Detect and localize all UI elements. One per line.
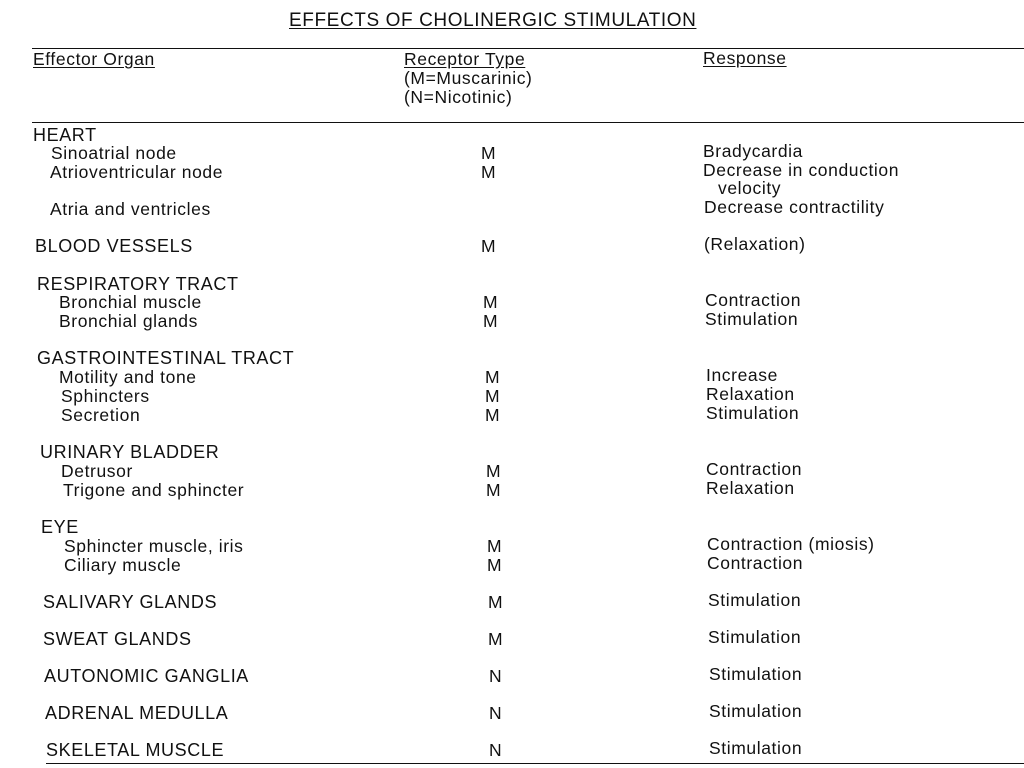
organ-category: URINARY BLADDER (40, 442, 220, 462)
response-cell: velocity (718, 178, 782, 198)
header-effector-label: Effector Organ (33, 49, 155, 69)
receptor-type-cell: M (481, 236, 497, 256)
response-cell: Relaxation (706, 384, 795, 404)
header-effector-organ (33, 50, 155, 69)
header-receptor-n-note: (N=Nicotinic) (404, 87, 513, 107)
organ-category: ADRENAL MEDULLA (45, 703, 229, 723)
receptor-type-cell: M (485, 405, 501, 425)
response-cell: Stimulation (708, 627, 802, 647)
organ-category: GASTROINTESTINAL TRACT (37, 348, 295, 368)
receptor-type-cell: M (485, 386, 501, 406)
organ-category: RESPIRATORY TRACT (37, 274, 239, 294)
response-cell: Stimulation (709, 701, 803, 721)
header-receptor-type (404, 50, 532, 107)
header-receptor-m-note: (M=Muscarinic) (404, 68, 533, 88)
organ-category: SWEAT GLANDS (43, 629, 192, 649)
organ-category: SALIVARY GLANDS (43, 592, 218, 612)
response-cell: (Relaxation) (704, 234, 806, 254)
header-response (703, 49, 787, 68)
organ-subitem: Secretion (61, 405, 141, 425)
response-cell: Contraction (706, 459, 803, 479)
response-cell: Contraction (miosis) (707, 534, 875, 554)
organ-category: HEART (33, 125, 97, 145)
organ-subitem: Ciliary muscle (64, 555, 182, 575)
header-response-label: Response (703, 48, 787, 68)
organ-category: SKELETAL MUSCLE (46, 740, 225, 760)
receptor-type-cell: M (486, 461, 502, 481)
receptor-type-cell: M (485, 367, 501, 387)
organ-subitem: Bronchial glands (59, 311, 198, 331)
response-cell: Decrease in conduction (703, 160, 900, 180)
response-cell: Contraction (705, 290, 802, 310)
organ-subitem: Trigone and sphincter (63, 480, 245, 500)
response-cell: Contraction (707, 553, 804, 573)
response-cell: Stimulation (705, 309, 799, 329)
receptor-type-cell: M (481, 143, 497, 163)
organ-subitem: Atria and ventricles (50, 199, 211, 219)
response-cell: Stimulation (709, 664, 803, 684)
receptor-type-cell: M (486, 480, 502, 500)
response-cell: Bradycardia (703, 141, 803, 161)
response-cell: Stimulation (706, 403, 800, 423)
page-title: EFFECTS OF CHOLINERGIC STIMULATION (289, 10, 697, 31)
response-cell: Increase (706, 365, 778, 385)
organ-subitem: Motility and tone (59, 367, 197, 387)
header-bottom-rule (32, 122, 1024, 123)
receptor-type-cell: N (489, 666, 503, 686)
response-cell: Stimulation (709, 738, 803, 758)
receptor-type-cell: M (487, 536, 503, 556)
receptor-type-cell: M (487, 555, 503, 575)
header-top-rule (32, 48, 1024, 49)
organ-subitem: Sinoatrial node (51, 143, 177, 163)
organ-subitem: Bronchial muscle (59, 292, 202, 312)
response-cell: Stimulation (708, 590, 802, 610)
organ-category: EYE (41, 517, 79, 537)
table-bottom-rule (46, 763, 1024, 764)
response-cell: Decrease contractility (704, 197, 885, 217)
header-receptor-label: Receptor Type (404, 49, 526, 69)
organ-subitem: Sphincter muscle, iris (64, 536, 244, 556)
receptor-type-cell: N (489, 703, 503, 723)
receptor-type-cell: M (483, 292, 499, 312)
receptor-type-cell: M (488, 592, 504, 612)
receptor-type-cell: M (483, 311, 499, 331)
receptor-type-cell: M (488, 629, 504, 649)
organ-subitem: Detrusor (61, 461, 133, 481)
organ-subitem: Atrioventricular node (50, 162, 224, 182)
response-cell: Relaxation (706, 478, 795, 498)
receptor-type-cell: N (489, 740, 503, 760)
organ-subitem: Sphincters (61, 386, 150, 406)
organ-category: BLOOD VESSELS (35, 236, 193, 256)
receptor-type-cell: M (481, 162, 497, 182)
organ-category: AUTONOMIC GANGLIA (44, 666, 249, 686)
